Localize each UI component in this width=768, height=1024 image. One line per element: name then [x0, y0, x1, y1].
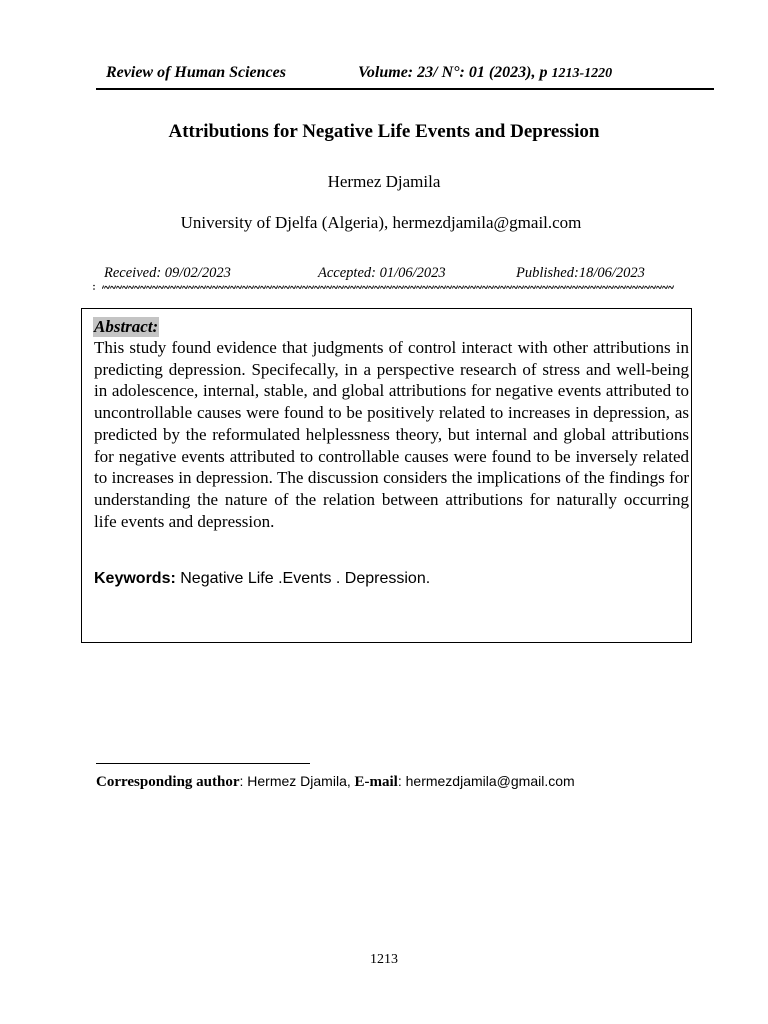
keywords	[94, 570, 430, 588]
abstract-heading: Abstract:	[94, 317, 159, 336]
journal-name: Review of Human Sciences	[106, 64, 286, 81]
abstract-text: This study found evidence that judgments of control interact with other attributions in predicting depression. Specifecally, in a perspective research of stress and well-being in adolescence, internal, stable, and global attributions for negative events attributed to uncontrollable causes were found to be positively related to increases in depression, as predicted by the reformulated helplessness theory, but internal and global attributions for negative events attributed to controllable causes were found to be inversely related to increases in depression. The discussion considers the implications of the findings for understanding the nature of the relation between attributions for naturally occurring life events and depression.	[94, 338, 689, 531]
journal-volume	[358, 64, 612, 82]
accepted-date: Accepted: 01/06/2023	[318, 265, 446, 281]
keywords-value: Negative Life .Events . Depression.	[180, 570, 431, 587]
article-title: Attributions for Negative Life Events and Depression	[168, 121, 600, 142]
author-name: Hermez Djamila	[327, 172, 441, 191]
author-affiliation: University of Djelfa (Algeria), hermezdjamila@gmail.com	[180, 213, 582, 232]
corresponding-author-value: : Hermez Djamila,	[239, 773, 351, 789]
keywords-label: Keywords:	[94, 570, 176, 587]
ornamental-divider	[92, 283, 674, 291]
volume-issue: Volume: 23/ N°: 01 (2023), p	[358, 64, 548, 81]
email-value: : hermezdjamila@gmail.com	[397, 773, 575, 789]
corresponding-author-label: Corresponding author	[96, 774, 240, 790]
email-label: E-mail	[354, 774, 398, 790]
footnote-rule	[96, 763, 310, 764]
published-date: Published:18/06/2023	[516, 265, 645, 281]
page-number: 1213	[370, 952, 398, 967]
corresponding-author-footnote	[96, 773, 575, 791]
header-rule	[96, 88, 714, 90]
page-range: 1213-1220	[551, 66, 613, 81]
received-date: Received: 09/02/2023	[104, 265, 231, 281]
